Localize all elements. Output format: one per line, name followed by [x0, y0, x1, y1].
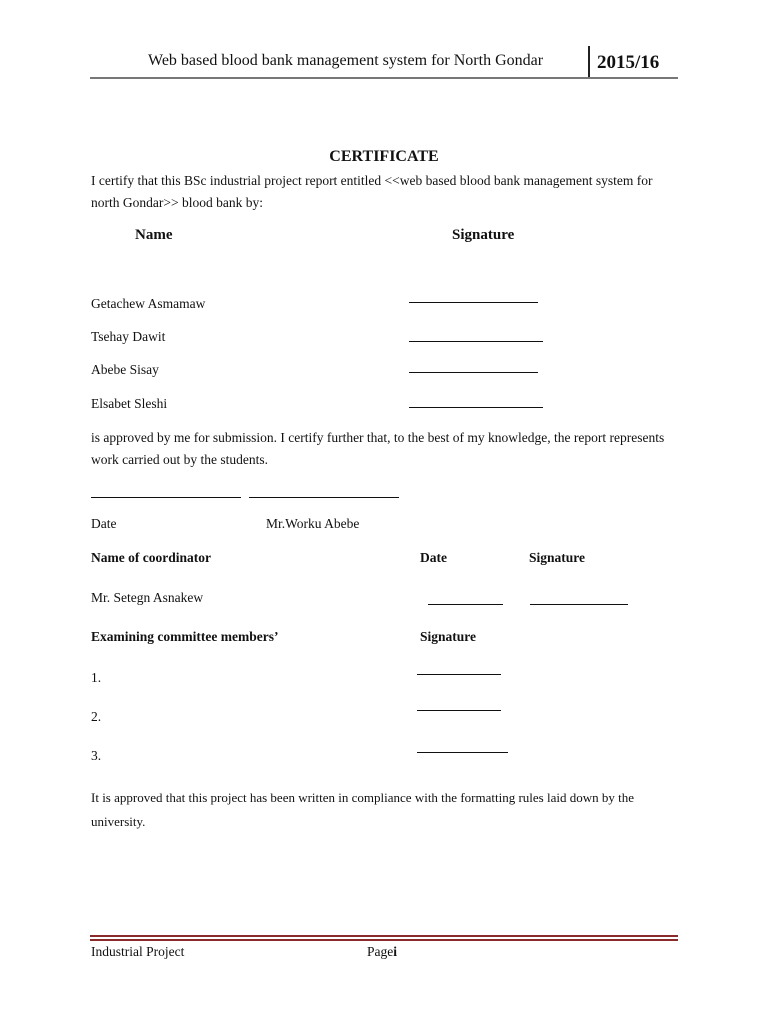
header-title: Web based blood bank management system for North Gondar	[148, 52, 544, 69]
student-name: Elsabet Sleshi	[91, 396, 168, 411]
coordinator-name: Mr. Setegn Asnakew	[91, 590, 204, 605]
advisor-date-label: Date	[91, 516, 117, 531]
signature-column-header: Signature	[452, 227, 515, 243]
signature-line	[409, 341, 543, 342]
name-column-header: Name	[135, 227, 173, 243]
approval-paragraph: is approved by me for submission. I certify further that, to the best of my knowledge, the report represents work carried out by the students.	[91, 430, 665, 467]
student-name: Abebe Sisay	[91, 362, 159, 377]
coordinator-signature-label: Signature	[529, 550, 586, 565]
footer-rule	[90, 935, 678, 937]
signature-line	[409, 372, 538, 373]
committee-member-number: 3.	[91, 748, 102, 763]
footer-rule	[90, 939, 678, 941]
committee-member-number: 2.	[91, 709, 102, 724]
footer-page-number: i	[393, 944, 398, 959]
committee-signature-line	[417, 710, 501, 711]
header-separator	[588, 46, 590, 78]
student-name: Getachew Asmamaw	[91, 296, 206, 311]
coordinator-signature-line	[530, 604, 628, 605]
committee-signature-line	[417, 674, 501, 675]
closing-paragraph: It is approved that this project has been written in compliance with the formatting rules laid down by the university.	[91, 790, 634, 829]
footer-page	[367, 944, 397, 960]
advisor-signature-line	[249, 497, 399, 498]
signature-line	[409, 302, 538, 303]
certificate-title: CERTIFICATE	[329, 148, 439, 165]
intro-paragraph: I certify that this BSc industrial project report entitled <<web based blood bank management system for north Gondar>> blood bank by:	[91, 173, 653, 210]
signature-line	[409, 407, 543, 408]
advisor-name: Mr.Worku Abebe	[266, 516, 360, 531]
coordinator-date-label: Date	[420, 550, 447, 565]
date-line	[91, 497, 241, 498]
student-name: Tsehay Dawit	[91, 329, 166, 344]
committee-signature-label: Signature	[420, 629, 477, 644]
committee-member-number: 1.	[91, 670, 102, 685]
header-year: 2015/16	[597, 52, 660, 73]
coordinator-label: Name of coordinator	[91, 550, 211, 565]
footer-left-text: Industrial Project	[91, 944, 185, 959]
coordinator-date-line	[428, 604, 503, 605]
footer-page-label: Page	[367, 944, 394, 959]
header-rule	[90, 77, 678, 79]
committee-signature-line	[417, 752, 508, 753]
committee-label: Examining committee members’	[91, 629, 279, 644]
